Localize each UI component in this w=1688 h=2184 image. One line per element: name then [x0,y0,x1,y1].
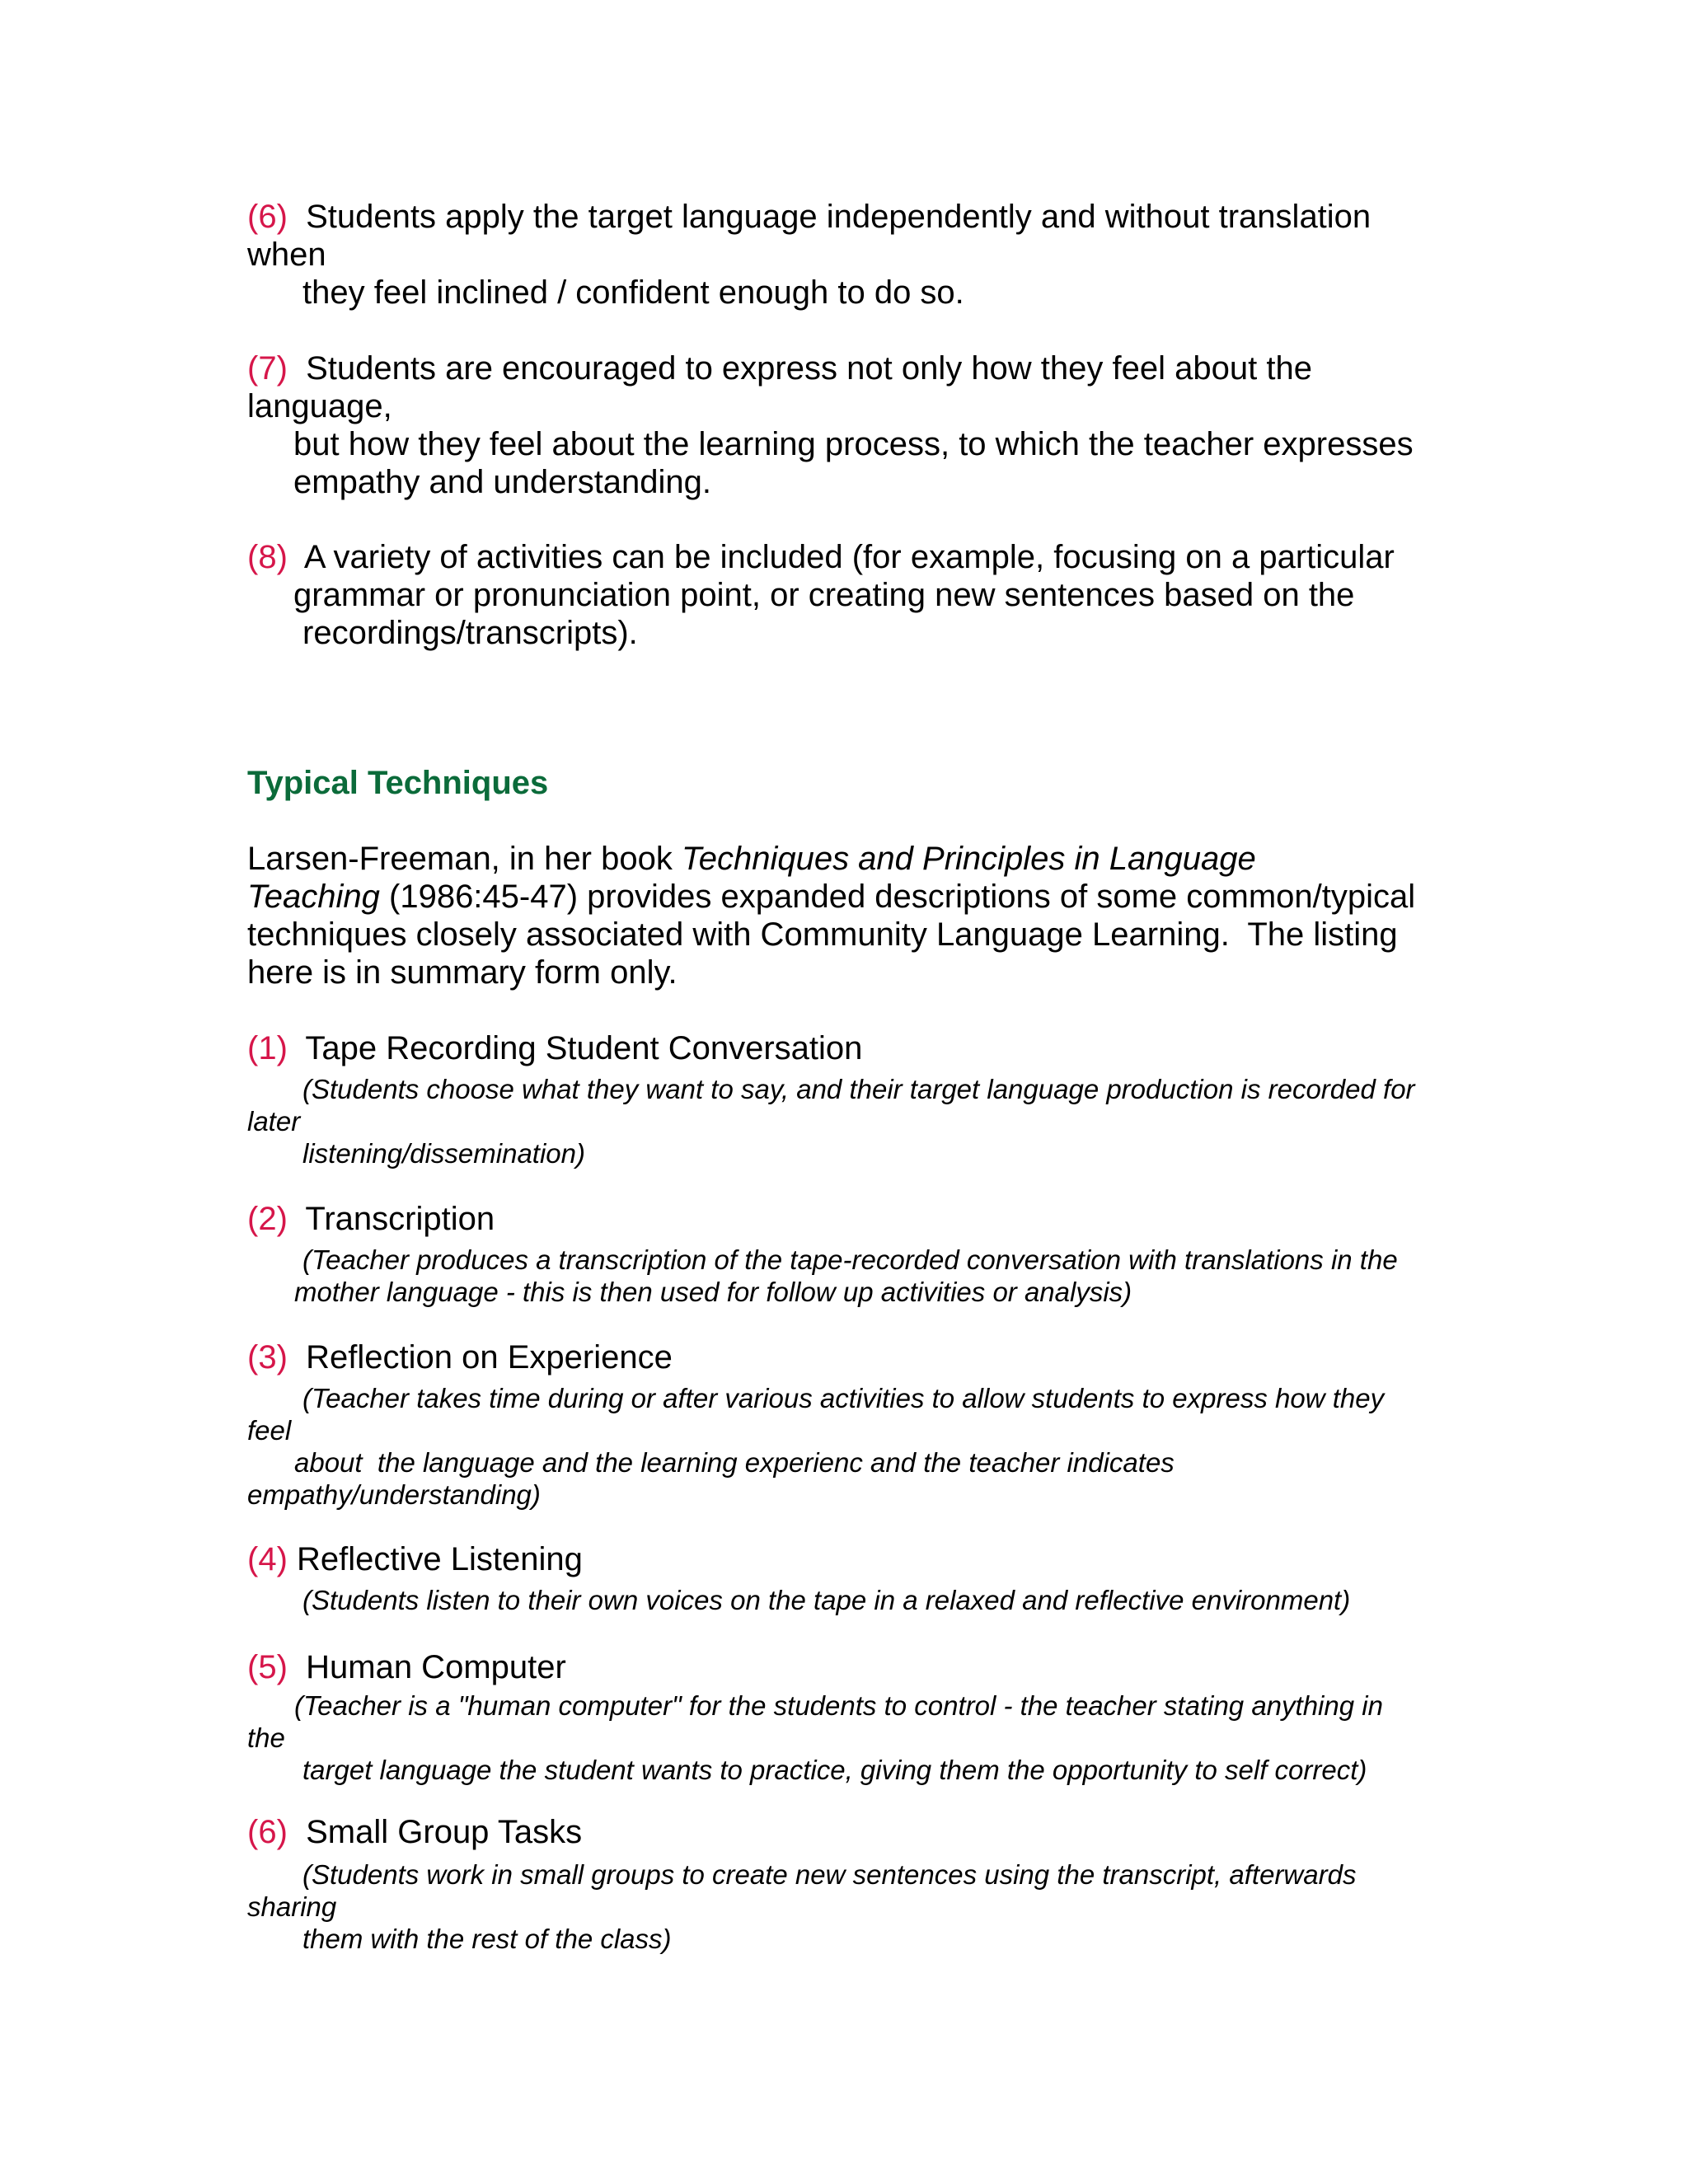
technique-5-desc-wrap: the [247,1722,285,1753]
book-title-part-2: Teaching [247,879,380,915]
technique-2-title-line [247,1200,495,1238]
intro-text-1a: Larsen-Freeman, in her book [247,841,682,877]
technique-1-desc: (Students choose what they want to say, and their target language production is recorded for [302,1074,1415,1104]
principle-6-number: (6) [247,199,288,235]
technique-5-number: (5) [247,1649,288,1685]
technique-4-number: (4) [247,1541,288,1577]
technique-1-desc-cont: listening/dissemination) [302,1138,586,1169]
technique-3-desc-end: empathy/understanding) [247,1479,541,1510]
technique-3-number: (3) [247,1339,288,1376]
technique-6-desc: (Students work in small groups to create new sentences using the transcript, afterwards [302,1859,1357,1890]
technique-3-desc: (Teacher takes time during or after various activities to allow students to express how they [302,1383,1385,1413]
intro-line-3: techniques closely associated with Community Language Learning. The listing [247,916,1398,953]
technique-2-desc: (Teacher produces a transcription of the tape-recorded conversation with translations in the [302,1244,1398,1275]
intro-line-2 [247,878,1415,916]
technique-4-desc: (Students listen to their own voices on the tape in a relaxed and reflective environment) [302,1585,1351,1615]
technique-1-title-line [247,1029,862,1067]
intro-text-2b: (1986:45-47) provides expanded descriptions of some common/typical [379,879,1416,915]
technique-5-title: Human Computer [306,1649,566,1685]
principle-7-cont: but how they feel about the learning process, to which the teacher expresses [293,426,1414,462]
technique-5-desc-cont: target language the student wants to practice, giving them the opportunity to self correct) [302,1755,1367,1785]
technique-6-desc-cont: them with the rest of the class) [302,1924,672,1954]
technique-2-desc-cont: mother language - this is then used for follow up activities or analysis) [294,1277,1132,1307]
technique-3-title: Reflection on Experience [306,1339,673,1376]
technique-1-title: Tape Recording Student Conversation [305,1030,863,1066]
principle-6-cont: they feel inclined / confident enough to do so. [302,274,964,311]
book-title-part-1: Techniques and Principles in Language [681,841,1256,877]
intro-line-4: here is in summary form only. [247,954,678,991]
principle-7-cont-2: empathy and understanding. [293,464,712,500]
principle-7-text: Students are encouraged to express not only how they feel about the [306,350,1312,387]
principle-8-cont: grammar or pronunciation point, or creating new sentences based on the [293,577,1355,613]
principle-7-wrap: language, [247,388,392,424]
technique-6-number: (6) [247,1814,288,1850]
principle-6-line [247,198,1371,236]
technique-1-number: (1) [247,1030,288,1066]
technique-5-title-line [247,1648,566,1686]
technique-3-title-line [247,1338,673,1376]
technique-1-desc-wrap: later [247,1106,301,1137]
technique-6-title-line [247,1813,582,1851]
section-heading: Typical Techniques [247,765,549,801]
principle-8-number: (8) [247,539,288,575]
technique-2-number: (2) [247,1201,288,1237]
principle-6-wrap: when [247,237,326,273]
technique-6-desc-wrap: sharing [247,1891,337,1922]
technique-4-title-line [247,1540,583,1578]
technique-2-title: Transcription [305,1201,495,1237]
technique-4-title: Reflective Listening [297,1541,583,1577]
technique-5-desc: (Teacher is a "human computer" for the students to control - the teacher stating anything in [294,1690,1383,1721]
intro-line-1 [247,840,1256,878]
principle-8-text: A variety of activities can be included (for example, focusing on a particular [303,539,1395,575]
technique-3-desc-cont: about the language and the learning experienc and the teacher indicates [294,1447,1175,1478]
principle-7-number: (7) [247,350,288,387]
principle-8-line [247,538,1395,576]
principle-6-text: Students apply the target language independently and without translation [306,199,1372,235]
principle-7-line [247,349,1312,387]
technique-6-title: Small Group Tasks [306,1814,583,1850]
principle-8-cont-2: recordings/transcripts). [302,615,638,651]
technique-3-desc-wrap: feel [247,1415,292,1446]
